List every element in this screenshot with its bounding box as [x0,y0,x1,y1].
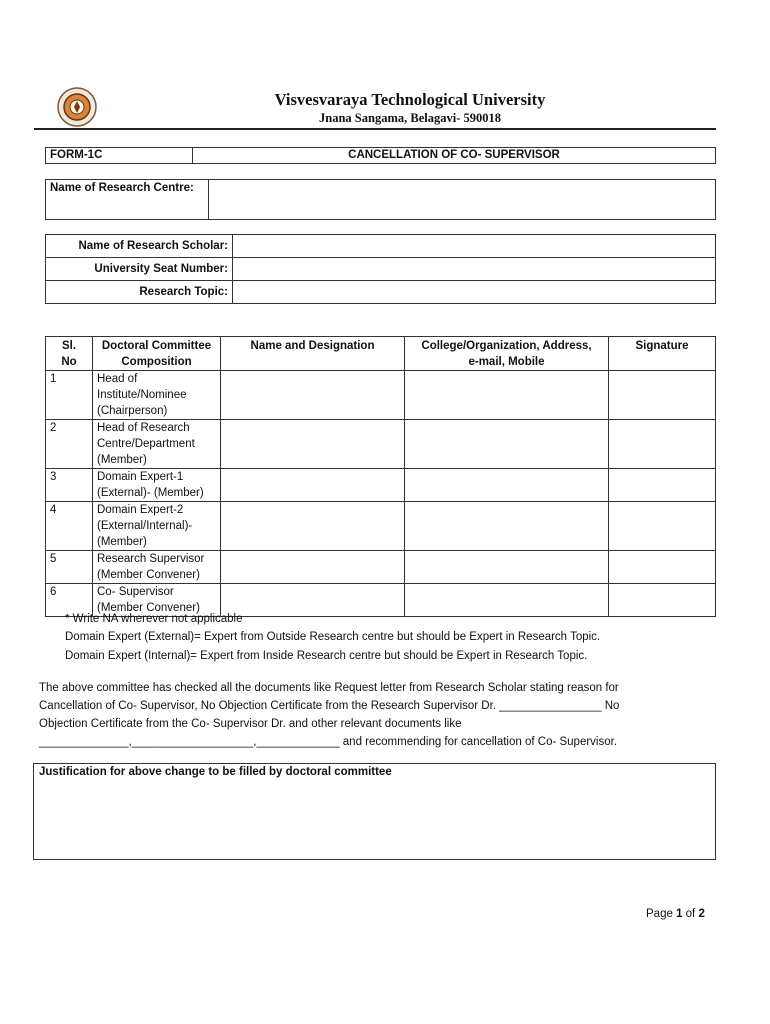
college-cell[interactable] [405,420,609,469]
signature-cell[interactable] [609,371,716,420]
header-sl [46,337,93,371]
name-designation-cell[interactable] [221,469,405,502]
header-college-line1: College/Organization, Address, [421,340,592,352]
header-college-line2: e-mail, Mobile [468,356,545,368]
research-centre-label: Name of Research Centre: [46,180,209,220]
table-row [46,420,716,469]
header-composition [93,337,221,371]
composition-line: (External)- (Member) [97,487,204,499]
college-cell[interactable] [405,371,609,420]
header-divider [34,128,716,130]
composition-line: (Chairperson) [97,405,168,417]
composition-line: Centre/Department [97,438,195,450]
composition-line: (Member) [97,536,147,548]
research-centre-table [45,179,716,220]
scholar-details-table [45,234,716,304]
composition-line: Domain Expert-2 [97,504,184,516]
university-name: Visvesvaraya Technological University [274,90,546,109]
college-cell[interactable] [405,469,609,502]
college-cell[interactable] [405,551,609,584]
page-current: 1 [676,908,683,920]
header-composition-line1: Doctoral Committee [101,340,212,352]
statement-line: The above committee has checked all the documents like Request letter from Research Scholar stating reason for [39,682,619,694]
table-row [46,502,716,551]
composition-line: Institute/Nominee [97,389,187,401]
page-number [646,908,705,920]
header-college [405,337,609,371]
header-sl-text: Sl. [61,340,77,352]
signature-cell[interactable] [609,502,716,551]
row-composition [93,371,221,420]
header-no-text: No [61,356,77,368]
research-topic-field[interactable] [233,281,716,304]
note-external-expert: Domain Expert (External)= Expert from Outside Research centre but should be Expert in Research Topic. [65,631,601,643]
composition-line: (Member) [97,454,147,466]
row-composition [93,469,221,502]
university-address: Jnana Sangama, Belagavi- 590018 [319,111,501,125]
research-topic-label: Research Topic: [46,281,233,304]
row-sl: 3 [46,469,93,502]
signature-cell[interactable] [609,469,716,502]
justification-label: Justification for above change to be filled by doctoral committee [39,766,392,778]
header-name: Name and Designation [221,337,405,371]
form-code: FORM-1C [46,148,193,164]
name-designation-cell[interactable] [221,584,405,617]
table-row [46,551,716,584]
note-na: * Write NA wherever not applicable [65,613,243,625]
college-cell[interactable] [405,502,609,551]
composition-line: (Member Convener) [97,569,200,581]
table-row [46,469,716,502]
row-composition [93,420,221,469]
signature-cell[interactable] [609,420,716,469]
signature-cell[interactable] [609,584,716,617]
note-internal-expert: Domain Expert (Internal)= Expert from Inside Research centre but should be Expert in Research Topic. [65,650,588,662]
statement-line: Cancellation of Co- Supervisor, No Objection Certificate from the Research Supervisor Dr. ________________ No [39,700,620,712]
college-cell[interactable] [405,584,609,617]
committee-table [45,336,716,617]
committee-header-row [46,337,716,371]
composition-line: Co- Supervisor [97,586,174,598]
row-sl: 1 [46,371,93,420]
row-sl: 2 [46,420,93,469]
row-sl: 6 [46,584,93,617]
header-composition-line2: Composition [121,356,192,368]
composition-line: Head of [97,373,138,385]
form-title: CANCELLATION OF CO- SUPERVISOR [193,148,716,164]
committee-statement [39,679,719,751]
scholar-name-field[interactable] [233,235,716,258]
table-row [46,371,716,420]
composition-line: (External/Internal)- [97,520,193,532]
name-designation-cell[interactable] [221,551,405,584]
name-designation-cell[interactable] [221,502,405,551]
row-composition [93,584,221,617]
table-row [46,584,716,617]
composition-line: Domain Expert-1 [97,471,184,483]
header-signature: Signature [609,337,716,371]
composition-line: Head of Research [97,422,190,434]
seat-number-label: University Seat Number: [46,258,233,281]
form-title-table [45,147,716,164]
statement-line: ______________,___________________,_____________ and recommending for cancellation of Co- Supervisor. [39,736,618,748]
page-prefix: Page [646,908,677,920]
statement-line: Objection Certificate from the Co- Supervisor Dr. and other relevant documents like [39,718,462,730]
seat-number-field[interactable] [233,258,716,281]
research-centre-field[interactable] [209,180,716,220]
page-total: 2 [698,908,705,920]
signature-cell[interactable] [609,551,716,584]
row-composition [93,502,221,551]
composition-line: Research Supervisor [97,553,205,565]
page-of: of [682,908,699,920]
row-sl: 5 [46,551,93,584]
row-composition [93,551,221,584]
scholar-name-label: Name of Research Scholar: [46,235,233,258]
name-designation-cell[interactable] [221,371,405,420]
name-designation-cell[interactable] [221,420,405,469]
row-sl: 4 [46,502,93,551]
composition-line: (Member Convener) [97,602,200,614]
university-logo [56,86,98,128]
